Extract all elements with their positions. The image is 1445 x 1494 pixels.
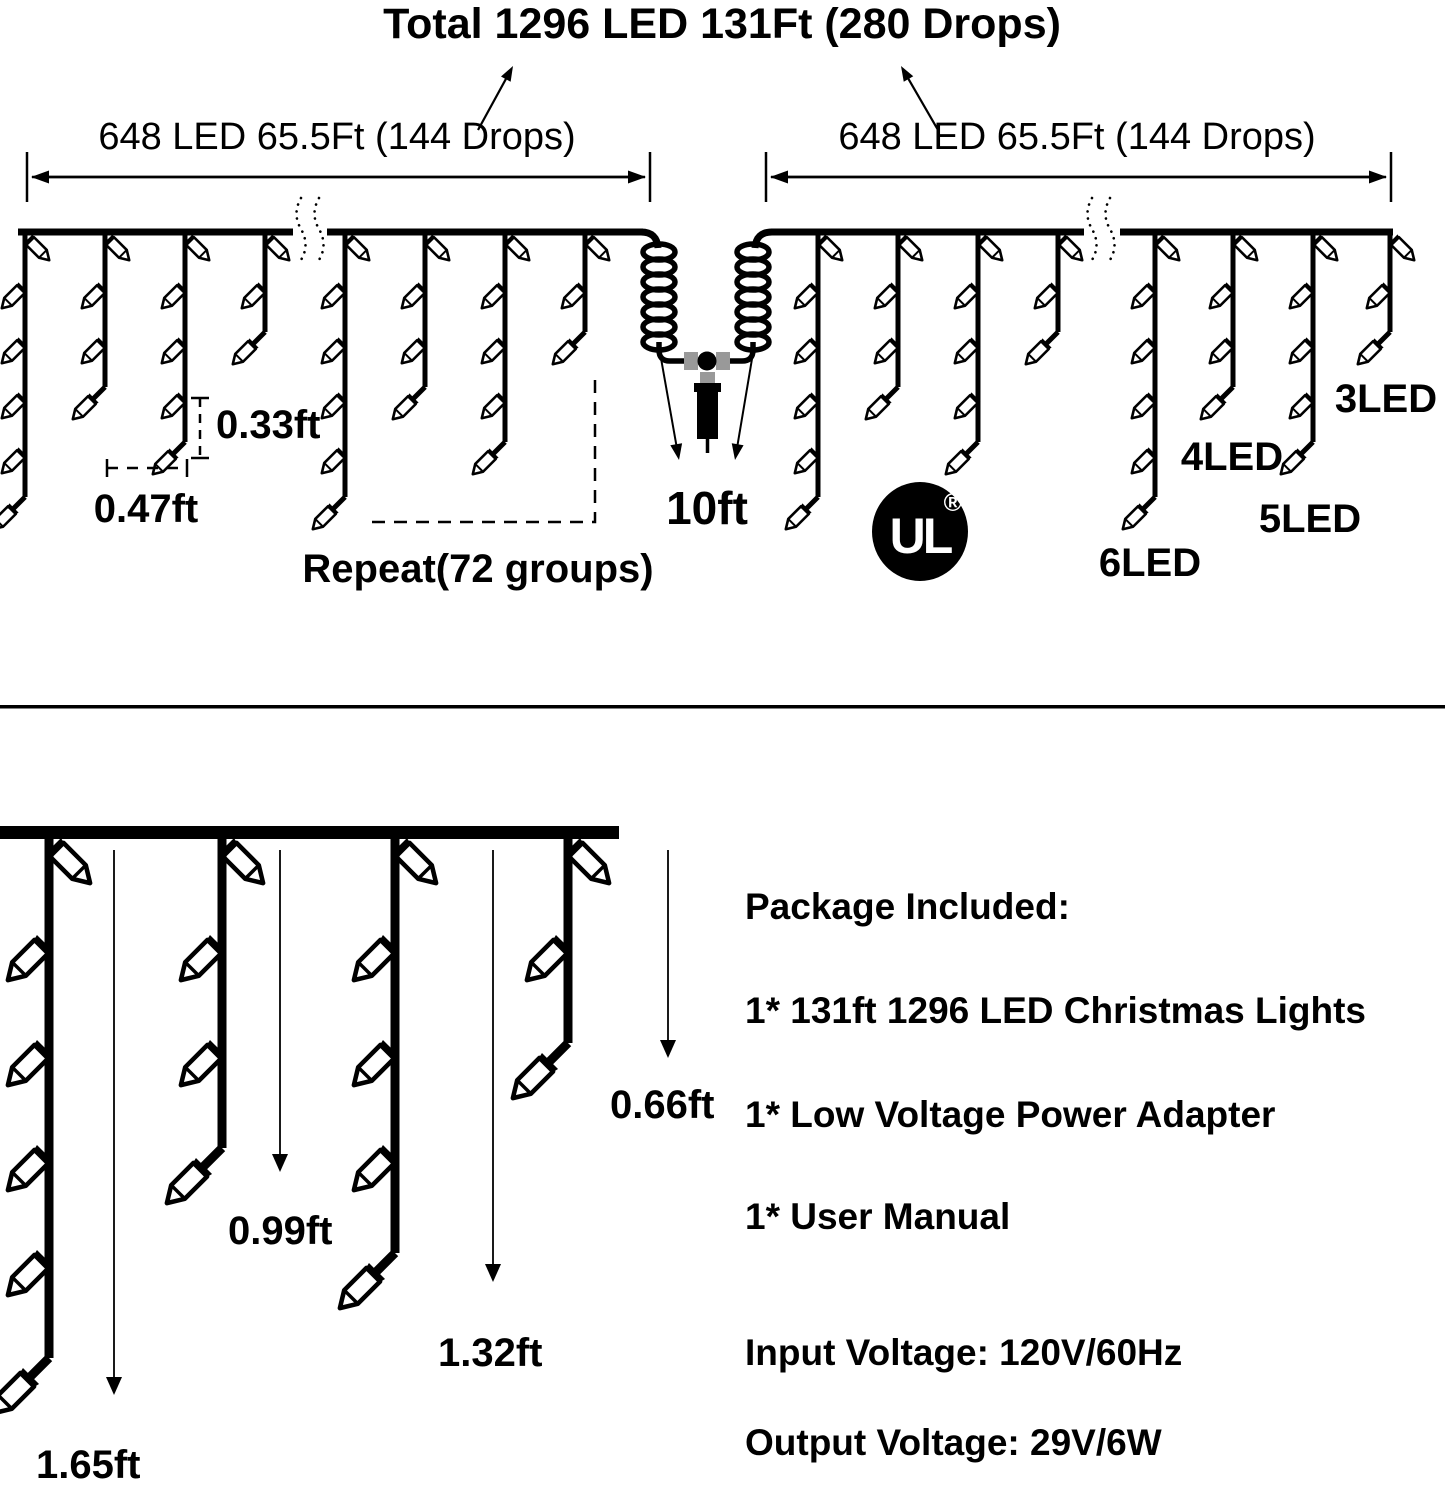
drop-type-label-4led: 4LED bbox=[1180, 435, 1284, 479]
left-span-label: 648 LED 65.5Ft (144 Drops) bbox=[98, 116, 576, 158]
right-span-label: 648 LED 65.5Ft (144 Drops) bbox=[838, 116, 1316, 158]
drop-type-label-3led: 3LED bbox=[1334, 377, 1438, 421]
drop-length-label-165: 1.65ft bbox=[36, 1443, 141, 1487]
span-dimension-arrows bbox=[27, 152, 1391, 202]
package-item-lights: 1* 131ft 1296 LED Christmas Lights bbox=[745, 990, 1366, 1031]
ul-certification-logo bbox=[872, 482, 968, 581]
drop-length-label-099: 0.99ft bbox=[228, 1209, 333, 1253]
section-divider bbox=[0, 705, 1445, 709]
coiled-lead-wires bbox=[643, 244, 769, 361]
input-voltage-spec: Input Voltage: 120V/60Hz bbox=[745, 1332, 1183, 1373]
page-title: Total 1296 LED 131Ft (280 Drops) bbox=[383, 0, 1061, 48]
drop-length-label-132: 1.32ft bbox=[438, 1331, 543, 1375]
lead-wire-length-label: 10ft bbox=[666, 482, 748, 534]
package-heading: Package Included: bbox=[745, 886, 1070, 927]
repeat-group-label: Repeat(72 groups) bbox=[302, 547, 654, 591]
drop-spacing-label: 0.47ft bbox=[93, 487, 199, 531]
drop-type-label-5led: 5LED bbox=[1258, 497, 1362, 541]
main-wire bbox=[18, 232, 1393, 248]
drop-length-label-066: 0.66ft bbox=[610, 1083, 715, 1127]
bulb-spacing-label: 0.33ft bbox=[216, 403, 321, 447]
power-adapter bbox=[684, 352, 730, 454]
drop-type-label-6led: 6LED bbox=[1098, 541, 1202, 585]
repeat-group-bracket bbox=[363, 380, 595, 522]
registered-trademark-icon: ® bbox=[943, 489, 962, 517]
package-item-adapter: 1* Low Voltage Power Adapter bbox=[745, 1094, 1276, 1135]
output-voltage-spec: Output Voltage: 29V/6W bbox=[745, 1422, 1162, 1463]
ul-logo-text: UL bbox=[889, 508, 951, 565]
bottom-support-bar bbox=[0, 826, 619, 839]
package-item-manual: 1* User Manual bbox=[745, 1196, 1011, 1237]
